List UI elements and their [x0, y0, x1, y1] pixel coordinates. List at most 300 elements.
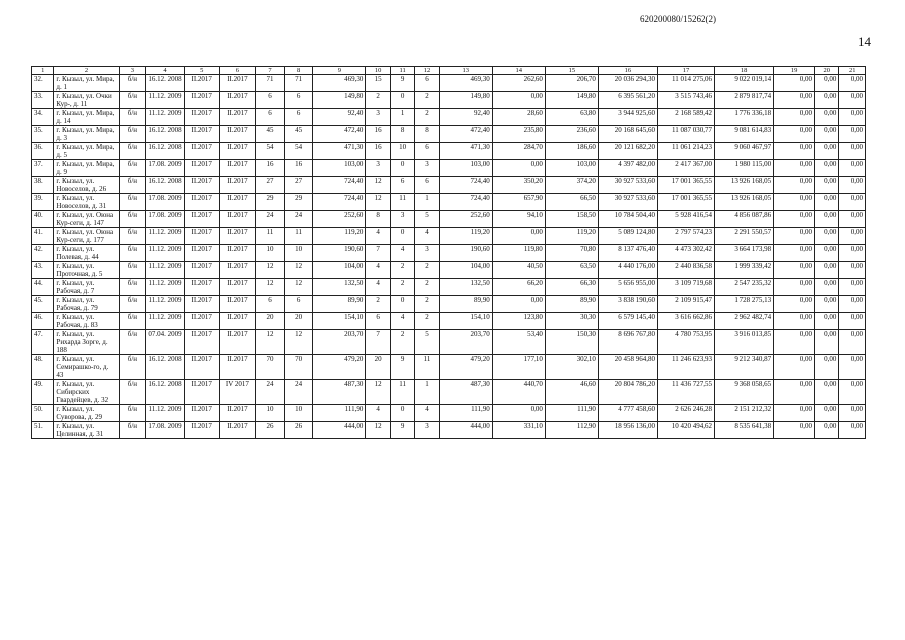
table-row: [32, 245, 866, 262]
table-cell: 2 879 817,74: [715, 92, 774, 109]
table-cell: 4 473 302,42: [657, 245, 714, 262]
table-cell: 2: [415, 262, 439, 279]
table-cell: 2: [366, 296, 390, 313]
table-cell: 0,00: [839, 126, 866, 143]
table-cell: 203,70: [439, 330, 492, 355]
table-cell: 724,40: [439, 177, 492, 194]
table-cell: г. Кызыл, ул. Мира, д. 9: [54, 160, 119, 177]
table-cell: 9 212 340,87: [715, 355, 774, 380]
table-cell: 16: [284, 160, 313, 177]
table-cell: 0,00: [814, 160, 838, 177]
table-row: [32, 75, 866, 92]
table-cell: 2 417 367,00: [657, 160, 714, 177]
table-cell: 0,00: [774, 405, 815, 422]
table-cell: 11.12. 2009: [146, 245, 185, 262]
table-cell: 724,40: [313, 177, 366, 194]
table-cell: 3: [366, 160, 390, 177]
table-cell: б/н: [119, 355, 146, 380]
table-cell: 4: [366, 262, 390, 279]
table-cell: 16.12. 2008: [146, 143, 185, 160]
page-number: 14: [858, 34, 871, 49]
table-cell: 16.12. 2008: [146, 126, 185, 143]
table-cell: 3: [415, 160, 439, 177]
table-cell: 4: [415, 228, 439, 245]
column-header: 15: [545, 67, 598, 75]
column-header: 4: [146, 67, 185, 75]
table-cell: 11 246 623,93: [657, 355, 714, 380]
table-cell: г. Кызыл, ул. Оюна Кур-сеги, д. 147: [54, 211, 119, 228]
table-cell: II.2017: [219, 177, 256, 194]
table-cell: 20 458 964,80: [598, 355, 657, 380]
table-cell: б/н: [119, 92, 146, 109]
table-row: [32, 330, 866, 355]
table-cell: 11: [415, 355, 439, 380]
table-cell: 10 420 494,62: [657, 422, 714, 439]
table-cell: 262,60: [492, 75, 545, 92]
table-cell: 6: [415, 143, 439, 160]
table-cell: 9 060 467,97: [715, 143, 774, 160]
column-header: 6: [219, 67, 256, 75]
table-cell: 440,70: [492, 380, 545, 405]
table-cell: 17.08. 2009: [146, 160, 185, 177]
table-cell: 8: [366, 211, 390, 228]
table-cell: 6 395 561,20: [598, 92, 657, 109]
table-cell: 45: [256, 126, 285, 143]
table-cell: 6: [256, 296, 285, 313]
table-cell: 39.: [32, 194, 54, 211]
table-cell: 0,00: [774, 92, 815, 109]
table-cell: 0,00: [774, 279, 815, 296]
table-cell: 0,00: [814, 211, 838, 228]
table-cell: б/н: [119, 296, 146, 313]
table-cell: 3 515 743,46: [657, 92, 714, 109]
table-cell: 45.: [32, 296, 54, 313]
document-code: 620200080/15262(2): [640, 14, 716, 24]
table-cell: 6: [284, 296, 313, 313]
table-cell: 13 926 168,05: [715, 194, 774, 211]
table-cell: 2: [415, 279, 439, 296]
table-cell: 41.: [32, 228, 54, 245]
column-header: 8: [284, 67, 313, 75]
table-cell: II.2017: [184, 211, 219, 228]
table-row: [32, 405, 866, 422]
table-cell: 154,10: [439, 313, 492, 330]
table-cell: 92,40: [313, 109, 366, 126]
table-cell: б/н: [119, 228, 146, 245]
table-cell: 0,00: [839, 211, 866, 228]
table-cell: 2: [390, 279, 414, 296]
table-cell: II.2017: [184, 245, 219, 262]
table-cell: 4: [390, 245, 414, 262]
table-cell: 3: [415, 245, 439, 262]
table-cell: 2: [415, 109, 439, 126]
table-cell: 0,00: [839, 228, 866, 245]
table-cell: б/н: [119, 194, 146, 211]
table-cell: 20 804 786,20: [598, 380, 657, 405]
table-cell: 45: [284, 126, 313, 143]
table-cell: II.2017: [219, 355, 256, 380]
table-cell: 0,00: [492, 160, 545, 177]
table-cell: 119,20: [313, 228, 366, 245]
table-cell: 12: [284, 330, 313, 355]
table-row: [32, 313, 866, 330]
table-cell: 18 956 136,00: [598, 422, 657, 439]
table-cell: 724,40: [439, 194, 492, 211]
table-cell: 4 440 176,00: [598, 262, 657, 279]
table-cell: 70: [256, 355, 285, 380]
table-cell: 17.08. 2009: [146, 211, 185, 228]
column-header: 1: [32, 67, 54, 75]
table-cell: 20: [284, 313, 313, 330]
table-row: [32, 296, 866, 313]
table-cell: 8 535 641,38: [715, 422, 774, 439]
table-cell: 40.: [32, 211, 54, 228]
table-cell: 2 962 482,74: [715, 313, 774, 330]
table-cell: 203,70: [313, 330, 366, 355]
table-cell: 111,90: [545, 405, 598, 422]
column-header: 18: [715, 67, 774, 75]
table-cell: 0,00: [774, 126, 815, 143]
table-cell: II.2017: [184, 296, 219, 313]
table-cell: 2: [390, 330, 414, 355]
table-cell: 46,60: [545, 380, 598, 405]
table-cell: 11 436 727,55: [657, 380, 714, 405]
table-cell: 374,20: [545, 177, 598, 194]
table-cell: 15: [366, 75, 390, 92]
table-cell: г. Кызыл, ул. Рабочая, д. 83: [54, 313, 119, 330]
table-cell: 469,30: [313, 75, 366, 92]
column-header: 21: [839, 67, 866, 75]
table-cell: г. Кызыл, ул. Очки Кур-, д. 11: [54, 92, 119, 109]
table-cell: 149,80: [313, 92, 366, 109]
table-cell: 2 168 589,42: [657, 109, 714, 126]
table-cell: 0,00: [774, 75, 815, 92]
table-cell: II.2017: [219, 422, 256, 439]
table-cell: 0,00: [839, 245, 866, 262]
column-header: 7: [256, 67, 285, 75]
table-cell: 1 776 336,18: [715, 109, 774, 126]
table-cell: 472,40: [439, 126, 492, 143]
table-cell: 0,00: [492, 405, 545, 422]
table-cell: 11 014 275,06: [657, 75, 714, 92]
table-cell: б/н: [119, 262, 146, 279]
table-cell: 1 980 115,00: [715, 160, 774, 177]
table-cell: 12: [366, 380, 390, 405]
table-cell: 350,20: [492, 177, 545, 194]
table-cell: II.2017: [219, 109, 256, 126]
table-cell: 12: [256, 262, 285, 279]
table-cell: 2 440 836,58: [657, 262, 714, 279]
table-cell: б/н: [119, 75, 146, 92]
table-cell: 4: [366, 405, 390, 422]
table-cell: г. Кызыл, ул. Рабочая, д. 7: [54, 279, 119, 296]
table-cell: 0,00: [839, 109, 866, 126]
table-cell: II.2017: [219, 330, 256, 355]
table-cell: 190,60: [439, 245, 492, 262]
table-cell: II.2017: [184, 228, 219, 245]
table-cell: 150,30: [545, 330, 598, 355]
table-cell: 11.12. 2009: [146, 109, 185, 126]
table-cell: 0,00: [814, 126, 838, 143]
table-cell: 3: [390, 211, 414, 228]
table-cell: 149,80: [545, 92, 598, 109]
table-cell: II.2017: [184, 126, 219, 143]
table-cell: 0,00: [814, 177, 838, 194]
table-cell: II.2017: [184, 177, 219, 194]
table-cell: 30 927 533,60: [598, 194, 657, 211]
table-cell: 0,00: [774, 422, 815, 439]
table-cell: 6: [256, 92, 285, 109]
table-cell: б/н: [119, 143, 146, 160]
table-row: [32, 109, 866, 126]
table-row: [32, 262, 866, 279]
column-header: 2: [54, 67, 119, 75]
table-row: [32, 126, 866, 143]
table-cell: II.2017: [219, 143, 256, 160]
table-cell: 38.: [32, 177, 54, 194]
table-cell: II.2017: [219, 75, 256, 92]
table-row: [32, 92, 866, 109]
table-cell: 24: [284, 380, 313, 405]
table-cell: 4: [390, 313, 414, 330]
table-cell: 63,80: [545, 109, 598, 126]
table-cell: II.2017: [184, 422, 219, 439]
table-cell: 9 368 058,65: [715, 380, 774, 405]
table-cell: 24: [256, 380, 285, 405]
table-cell: 479,20: [313, 355, 366, 380]
table-cell: 16.12. 2008: [146, 380, 185, 405]
table-cell: II.2017: [184, 194, 219, 211]
column-header: 3: [119, 67, 146, 75]
table-cell: 9 081 614,83: [715, 126, 774, 143]
table-cell: II.2017: [219, 211, 256, 228]
table-cell: 284,70: [492, 143, 545, 160]
table-cell: 0,00: [839, 296, 866, 313]
table-cell: 111,90: [313, 405, 366, 422]
column-header: 17: [657, 67, 714, 75]
table-cell: 1 728 275,13: [715, 296, 774, 313]
table-cell: 119,20: [439, 228, 492, 245]
table-cell: 89,90: [313, 296, 366, 313]
table-cell: 479,20: [439, 355, 492, 380]
table-cell: 3 616 662,86: [657, 313, 714, 330]
table-cell: 54: [284, 143, 313, 160]
table-cell: 7: [366, 245, 390, 262]
table-cell: 2: [415, 92, 439, 109]
table-cell: 36.: [32, 143, 54, 160]
table-cell: 5: [415, 330, 439, 355]
column-header: 11: [390, 67, 414, 75]
table-cell: 17.08. 2009: [146, 194, 185, 211]
table-cell: 20 121 682,20: [598, 143, 657, 160]
table-cell: 0,00: [774, 380, 815, 405]
table-cell: 47.: [32, 330, 54, 355]
table-row: [32, 355, 866, 380]
table-cell: II.2017: [219, 92, 256, 109]
table-cell: 66,30: [545, 279, 598, 296]
table-cell: 16: [366, 126, 390, 143]
table-cell: 0,00: [492, 296, 545, 313]
table-cell: 2 151 212,32: [715, 405, 774, 422]
table-cell: 48.: [32, 355, 54, 380]
table-cell: II.2017: [219, 279, 256, 296]
table-cell: 2 626 246,28: [657, 405, 714, 422]
table-cell: г. Кызыл, ул. Мира, д. 5: [54, 143, 119, 160]
table-cell: б/н: [119, 313, 146, 330]
table-cell: 6: [390, 177, 414, 194]
table-cell: б/н: [119, 380, 146, 405]
table-cell: II.2017: [219, 194, 256, 211]
table-cell: 53,40: [492, 330, 545, 355]
table-cell: 0,00: [774, 160, 815, 177]
column-header: 19: [774, 67, 815, 75]
table-cell: б/н: [119, 177, 146, 194]
table-cell: 3: [366, 109, 390, 126]
table-cell: 20 036 294,30: [598, 75, 657, 92]
table-cell: 252,60: [439, 211, 492, 228]
table-cell: 71: [284, 75, 313, 92]
table-cell: 0,00: [814, 143, 838, 160]
table-cell: 7: [366, 330, 390, 355]
table-cell: 24: [284, 211, 313, 228]
table-row: [32, 194, 866, 211]
table-cell: 11.12. 2009: [146, 228, 185, 245]
table-cell: 54: [256, 143, 285, 160]
table-cell: 26: [284, 422, 313, 439]
table-cell: б/н: [119, 109, 146, 126]
table-cell: 0,00: [774, 262, 815, 279]
table-cell: 6: [415, 75, 439, 92]
table-cell: 0,00: [774, 330, 815, 355]
table-cell: 42.: [32, 245, 54, 262]
table-cell: 0,00: [839, 75, 866, 92]
table-cell: II.2017: [219, 405, 256, 422]
table-cell: 46.: [32, 313, 54, 330]
table-cell: 0,00: [814, 313, 838, 330]
table-cell: 9: [390, 422, 414, 439]
table-cell: г. Кызыл, ул. Рабочая, д. 79: [54, 296, 119, 313]
table-cell: 119,80: [492, 245, 545, 262]
table-cell: 20: [256, 313, 285, 330]
table-cell: 6: [284, 109, 313, 126]
table-cell: 6: [415, 177, 439, 194]
table-cell: 472,40: [313, 126, 366, 143]
table-cell: 4 397 482,00: [598, 160, 657, 177]
table-cell: 4 856 087,86: [715, 211, 774, 228]
table-cell: 119,20: [545, 228, 598, 245]
table-cell: 112,90: [545, 422, 598, 439]
table-cell: II.2017: [184, 330, 219, 355]
table-cell: 37.: [32, 160, 54, 177]
table-cell: 149,80: [439, 92, 492, 109]
table-cell: 0,00: [814, 422, 838, 439]
table-cell: 0,00: [774, 296, 815, 313]
table-cell: 34.: [32, 109, 54, 126]
table-cell: г. Кызыл, ул. Новоселов, д. 26: [54, 177, 119, 194]
table-cell: 103,00: [313, 160, 366, 177]
table-cell: II.2017: [184, 143, 219, 160]
table-cell: 0,00: [839, 143, 866, 160]
table-cell: 8: [415, 126, 439, 143]
table-cell: 30 927 533,60: [598, 177, 657, 194]
table-cell: 43.: [32, 262, 54, 279]
table-cell: 89,90: [439, 296, 492, 313]
table-cell: 8 137 476,40: [598, 245, 657, 262]
table-cell: 11: [284, 228, 313, 245]
table-cell: 11.12. 2009: [146, 279, 185, 296]
table-cell: 17.08. 2009: [146, 422, 185, 439]
table-cell: 5 928 416,54: [657, 211, 714, 228]
table-cell: 1: [415, 194, 439, 211]
table-cell: 123,80: [492, 313, 545, 330]
table-cell: II.2017: [184, 160, 219, 177]
table-cell: 0: [390, 160, 414, 177]
table-cell: 71: [256, 75, 285, 92]
table-cell: 6: [366, 313, 390, 330]
table-cell: 07.04. 2009: [146, 330, 185, 355]
table-cell: 0,00: [814, 92, 838, 109]
table-cell: 2: [415, 313, 439, 330]
column-header: 20: [814, 67, 838, 75]
table-cell: 12: [366, 422, 390, 439]
table-cell: б/н: [119, 405, 146, 422]
table-cell: 0: [390, 296, 414, 313]
table-cell: 657,90: [492, 194, 545, 211]
table-cell: 11.12. 2009: [146, 92, 185, 109]
table-cell: 8 696 767,80: [598, 330, 657, 355]
table-cell: II.2017: [184, 109, 219, 126]
table-cell: II.2017: [219, 228, 256, 245]
table-cell: 3 109 719,68: [657, 279, 714, 296]
table-cell: 0,00: [839, 313, 866, 330]
table-cell: 471,30: [313, 143, 366, 160]
table-cell: 6: [284, 92, 313, 109]
table-cell: б/н: [119, 279, 146, 296]
table-cell: 0: [390, 92, 414, 109]
table-cell: 50.: [32, 405, 54, 422]
table-cell: 11.12. 2009: [146, 313, 185, 330]
table-cell: 236,60: [545, 126, 598, 143]
table-cell: 17 001 365,55: [657, 177, 714, 194]
table-cell: 27: [256, 177, 285, 194]
table-cell: 9: [390, 355, 414, 380]
table-cell: II.2017: [184, 405, 219, 422]
table-cell: 0,00: [814, 109, 838, 126]
table-cell: 12: [284, 262, 313, 279]
table-cell: 28,60: [492, 109, 545, 126]
table-cell: г. Кызыл, ул. Новоселов, д. 31: [54, 194, 119, 211]
table-cell: 0,00: [774, 355, 815, 380]
table-cell: г. Кызыл, ул. Сибирских Гвардейцев, д. 32: [54, 380, 119, 405]
table-cell: 11.12. 2009: [146, 262, 185, 279]
table-cell: 0,00: [839, 405, 866, 422]
table-cell: 0,00: [814, 262, 838, 279]
table-cell: 17 001 365,55: [657, 194, 714, 211]
table-cell: 4: [366, 279, 390, 296]
table-cell: 30,30: [545, 313, 598, 330]
table-cell: 154,10: [313, 313, 366, 330]
table-cell: 186,60: [545, 143, 598, 160]
table-cell: 10: [284, 245, 313, 262]
table-row: [32, 228, 866, 245]
table-cell: 12: [284, 279, 313, 296]
table-row: [32, 279, 866, 296]
table-cell: 0: [390, 405, 414, 422]
table-cell: 2 547 235,32: [715, 279, 774, 296]
table-cell: 5: [415, 211, 439, 228]
table-cell: 44.: [32, 279, 54, 296]
table-cell: 132,50: [439, 279, 492, 296]
